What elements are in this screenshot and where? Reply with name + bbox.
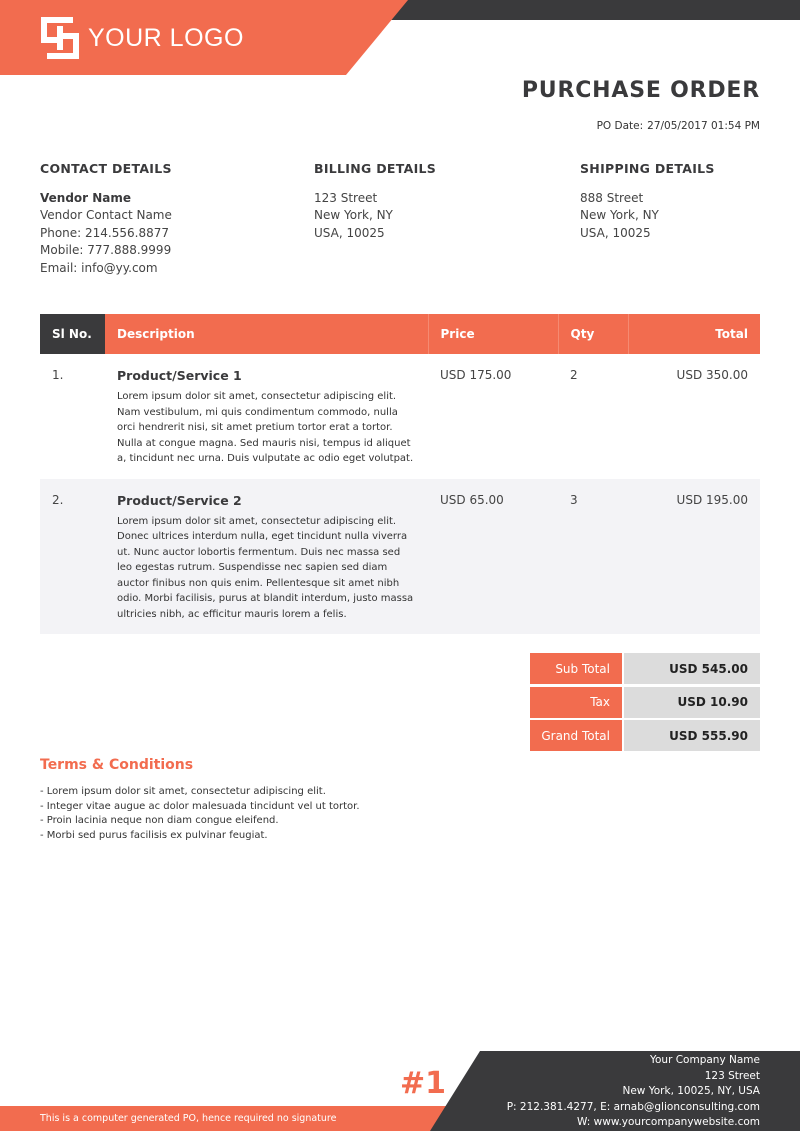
shipping-line: 888 Street	[580, 190, 644, 205]
row-description-cell	[105, 354, 428, 479]
row-price: USD 175.00	[440, 368, 512, 382]
item-description: Lorem ipsum dolor sit amet, consectetur adipiscing elit. Nam vestibulum, mi quis condimentum commodo, nulla orci hendrerit nisi, sit amet pretium tortor erat a tortor. Nulla at congue magna. Sed mauris nisi, tempus id aliquet a, tincidunt nec urna. Duis vulputate ac odio eget volutpat.	[117, 391, 414, 464]
terms-item: - Proin lacinia neque non diam congue eleifend.	[40, 815, 279, 826]
tax-row	[530, 687, 760, 718]
row-total: USD 195.00	[628, 479, 760, 635]
vendor-mobile: Mobile: 777.888.9999	[40, 243, 172, 257]
row-qty: 3	[558, 479, 628, 635]
subtotal-value: USD 545.00	[624, 653, 760, 684]
po-date-value: 27/05/2017 01:54 PM	[647, 120, 760, 132]
vendor-phone: Phone: 214.556.8877	[40, 225, 170, 240]
shipping-details	[580, 160, 715, 242]
terms-title: Terms & Conditions	[40, 757, 194, 773]
column-header-description: Description	[105, 314, 428, 354]
company-street: 123 Street	[704, 1069, 760, 1082]
terms-item: - Lorem ipsum dolor sit amet, consectetur adipiscing elit.	[40, 786, 326, 797]
company-website: W: www.yourcompanywebsite.com	[577, 1116, 760, 1128]
column-header-total: Total	[628, 314, 760, 354]
billing-details-heading: BILLING DETAILS	[314, 161, 437, 176]
grand-total-label: Grand Total	[530, 720, 622, 751]
po-date-label: PO Date:	[596, 120, 644, 132]
company-city: New York, 10025, NY, USA	[622, 1085, 760, 1097]
column-header-sl: Sl No.	[40, 314, 105, 354]
billing-details	[314, 160, 436, 242]
row-sl: 2.	[40, 479, 105, 635]
row-price: USD 65.00	[428, 479, 558, 635]
po-date	[597, 120, 760, 132]
grand-total-value: USD 555.90	[624, 720, 760, 751]
document-title: PURCHASE ORDER	[521, 78, 760, 103]
contact-details	[40, 160, 172, 277]
vendor-contact-name: Vendor Contact Name	[40, 208, 172, 222]
subtotal-row	[530, 653, 760, 684]
company-info	[507, 1053, 760, 1131]
table-row	[40, 479, 760, 635]
item-description: Lorem ipsum dolor sit amet, consectetur adipiscing elit. Donec ultrices interdum nulla, eget tincidunt nulla viverra ut. Nunc auctor lobortis fermentum. Duis nec massa sed leo egestas rutrum. Suspendisse nec sapien sed diam auctor finibus non quis enim. Pellentesque sit amet nibh odio. Morbi facilisis, purus at blandit interdum, justo massa ultricies nibh, ac efficitur mauris lorem a felis.	[117, 515, 414, 620]
vendor-name: Vendor Name	[40, 190, 132, 205]
row-qty: 2	[570, 368, 578, 382]
footer-note: This is a computer generated PO, hence required no signature	[40, 1113, 337, 1124]
logo	[40, 16, 244, 60]
items-table-header	[40, 314, 760, 354]
grand-total-row	[530, 720, 760, 751]
terms-item: - Integer vitae augue ac dolor malesuada tincidunt vel ut tortor.	[40, 800, 360, 812]
shipping-details-heading: SHIPPING DETAILS	[580, 161, 715, 176]
shipping-line: USA, 10025	[580, 225, 651, 240]
logo-text: YOUR LOGO	[88, 23, 244, 52]
company-name: Your Company Name	[649, 1054, 760, 1066]
row-total: USD 350.00	[676, 368, 748, 382]
logo-icon	[40, 16, 80, 60]
billing-line: New York, NY	[314, 208, 393, 222]
items-table	[40, 314, 760, 634]
table-row	[40, 354, 760, 479]
column-header-qty: Qty	[558, 314, 628, 354]
terms-list	[40, 785, 360, 843]
shipping-line: New York, NY	[580, 208, 659, 222]
billing-line: USA, 10025	[314, 225, 385, 240]
totals-box	[530, 653, 760, 754]
po-number: #1	[400, 1066, 447, 1101]
vendor-email: Email: info@yy.com	[40, 260, 158, 275]
terms-item: - Morbi sed purus facilisis ex pulvinar feugiat.	[40, 829, 268, 841]
row-description-cell	[105, 479, 428, 635]
contact-details-heading: CONTACT DETAILS	[40, 161, 172, 176]
column-header-price: Price	[428, 314, 558, 354]
tax-label: Tax	[530, 687, 622, 718]
company-contact: P: 212.381.4277, E: arnab@glionconsulting.com	[506, 1100, 760, 1113]
billing-line: 123 Street	[314, 190, 378, 205]
row-sl: 1.	[52, 368, 64, 382]
tax-value: USD 10.90	[624, 687, 760, 718]
item-name: Product/Service 1	[117, 368, 242, 383]
subtotal-label: Sub Total	[530, 653, 622, 684]
item-name: Product/Service 2	[117, 492, 242, 508]
